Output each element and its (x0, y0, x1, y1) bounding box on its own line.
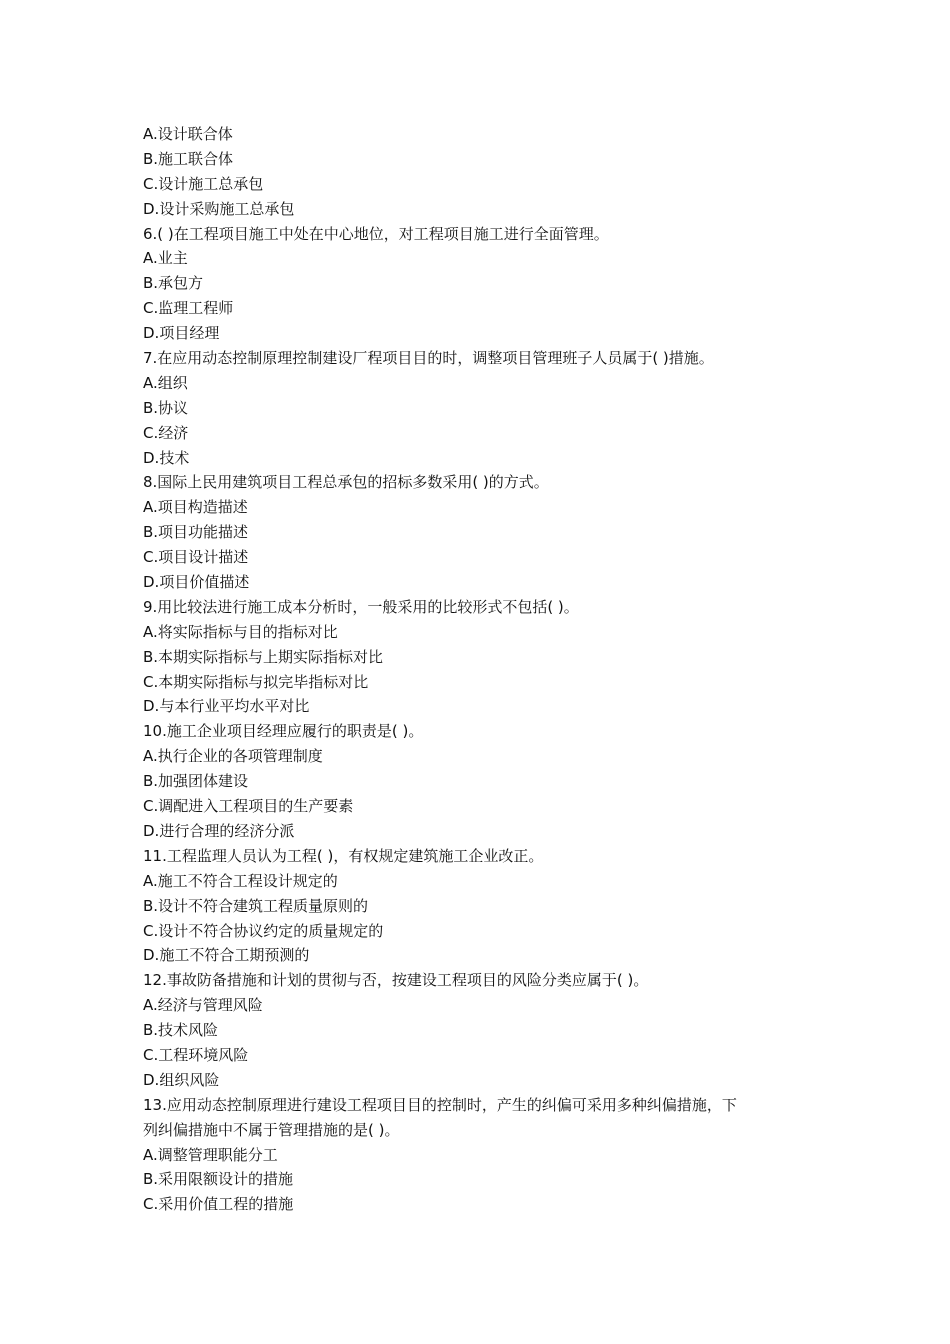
option-line: C.工程环境风险 (143, 1045, 249, 1064)
option-line: B.技术风险 (143, 1021, 219, 1040)
question-line: 9.用比较法进行施工成本分析时，一般采用的比较形式不包括( )。 (143, 597, 579, 616)
option-line: A.项目构造描述 (143, 498, 248, 517)
option-line: D.设计采购施工总承包 (143, 199, 295, 218)
option-line: B.项目功能描述 (143, 523, 249, 542)
option-line: C.经济 (143, 423, 189, 442)
option-line: A.调整管理职能分工 (143, 1145, 278, 1164)
option-line: D.与本行业平均水平对比 (143, 697, 310, 716)
option-line: B.施工联合体 (143, 149, 234, 168)
option-line: A.执行企业的各项管理制度 (143, 747, 323, 766)
option-line: A.组织 (143, 373, 188, 392)
option-line: C.监理工程师 (143, 299, 234, 318)
question-line-continued: 列纠偏措施中不属于管理措施的是( )。 (143, 1120, 400, 1139)
document-page (143, 122, 811, 1217)
option-line: B.设计不符合建筑工程质量原则的 (143, 896, 369, 915)
option-line: D.项目经理 (143, 324, 220, 343)
option-line: B.本期实际指标与上期实际指标对比 (143, 647, 384, 666)
option-line: B.加强团体建设 (143, 772, 249, 791)
question-line: 13.应用动态控制原理进行建设工程项目目的控制时，产生的纠偏可采用多种纠偏措施，下 (143, 1095, 737, 1114)
option-line: D.技术 (143, 448, 190, 467)
option-line: D.进行合理的经济分派 (143, 821, 295, 840)
option-line: C.设计施工总承包 (143, 174, 264, 193)
option-line: A.将实际指标与目的指标对比 (143, 622, 338, 641)
option-line: B.采用限额设计的措施 (143, 1170, 294, 1189)
option-line: A.经济与管理风险 (143, 996, 263, 1015)
option-line: D.项目价值描述 (143, 573, 250, 592)
option-line: C.本期实际指标与拟完毕指标对比 (143, 672, 369, 691)
question-line: 12.事故防备措施和计划的贯彻与否，按建设工程项目的风险分类应属于( )。 (143, 971, 649, 990)
question-line: 7.在应用动态控制原理控制建设厂程项目目的时，调整项目管理班子人员属于( )措施。 (143, 349, 714, 368)
option-line: C.设计不符合协议约定的质量规定的 (143, 921, 384, 940)
question-line: 6.( )在工程项目施工中处在中心地位，对工程项目施工进行全面管理。 (143, 224, 609, 243)
option-line: D.组织风险 (143, 1070, 220, 1089)
option-line: A.设计联合体 (143, 125, 233, 143)
option-line: C.调配进入工程项目的生产要素 (143, 797, 354, 816)
option-line: D.施工不符合工期预测的 (143, 946, 310, 965)
option-line: C.项目设计描述 (143, 548, 249, 567)
question-line: 10.施工企业项目经理应履行的职责是( )。 (143, 722, 424, 741)
question-line: 8.国际上民用建筑项目工程总承包的招标多数采用( )的方式。 (143, 473, 549, 492)
option-line: A.施工不符合工程设计规定的 (143, 871, 338, 890)
question-line: 11.工程监理人员认为工程( )，有权规定建筑施工企业改正。 (143, 846, 544, 865)
option-line: B.协议 (143, 398, 189, 417)
option-line: B.承包方 (143, 274, 204, 293)
option-line: C.采用价值工程的措施 (143, 1195, 294, 1214)
option-line: A.业主 (143, 249, 188, 268)
